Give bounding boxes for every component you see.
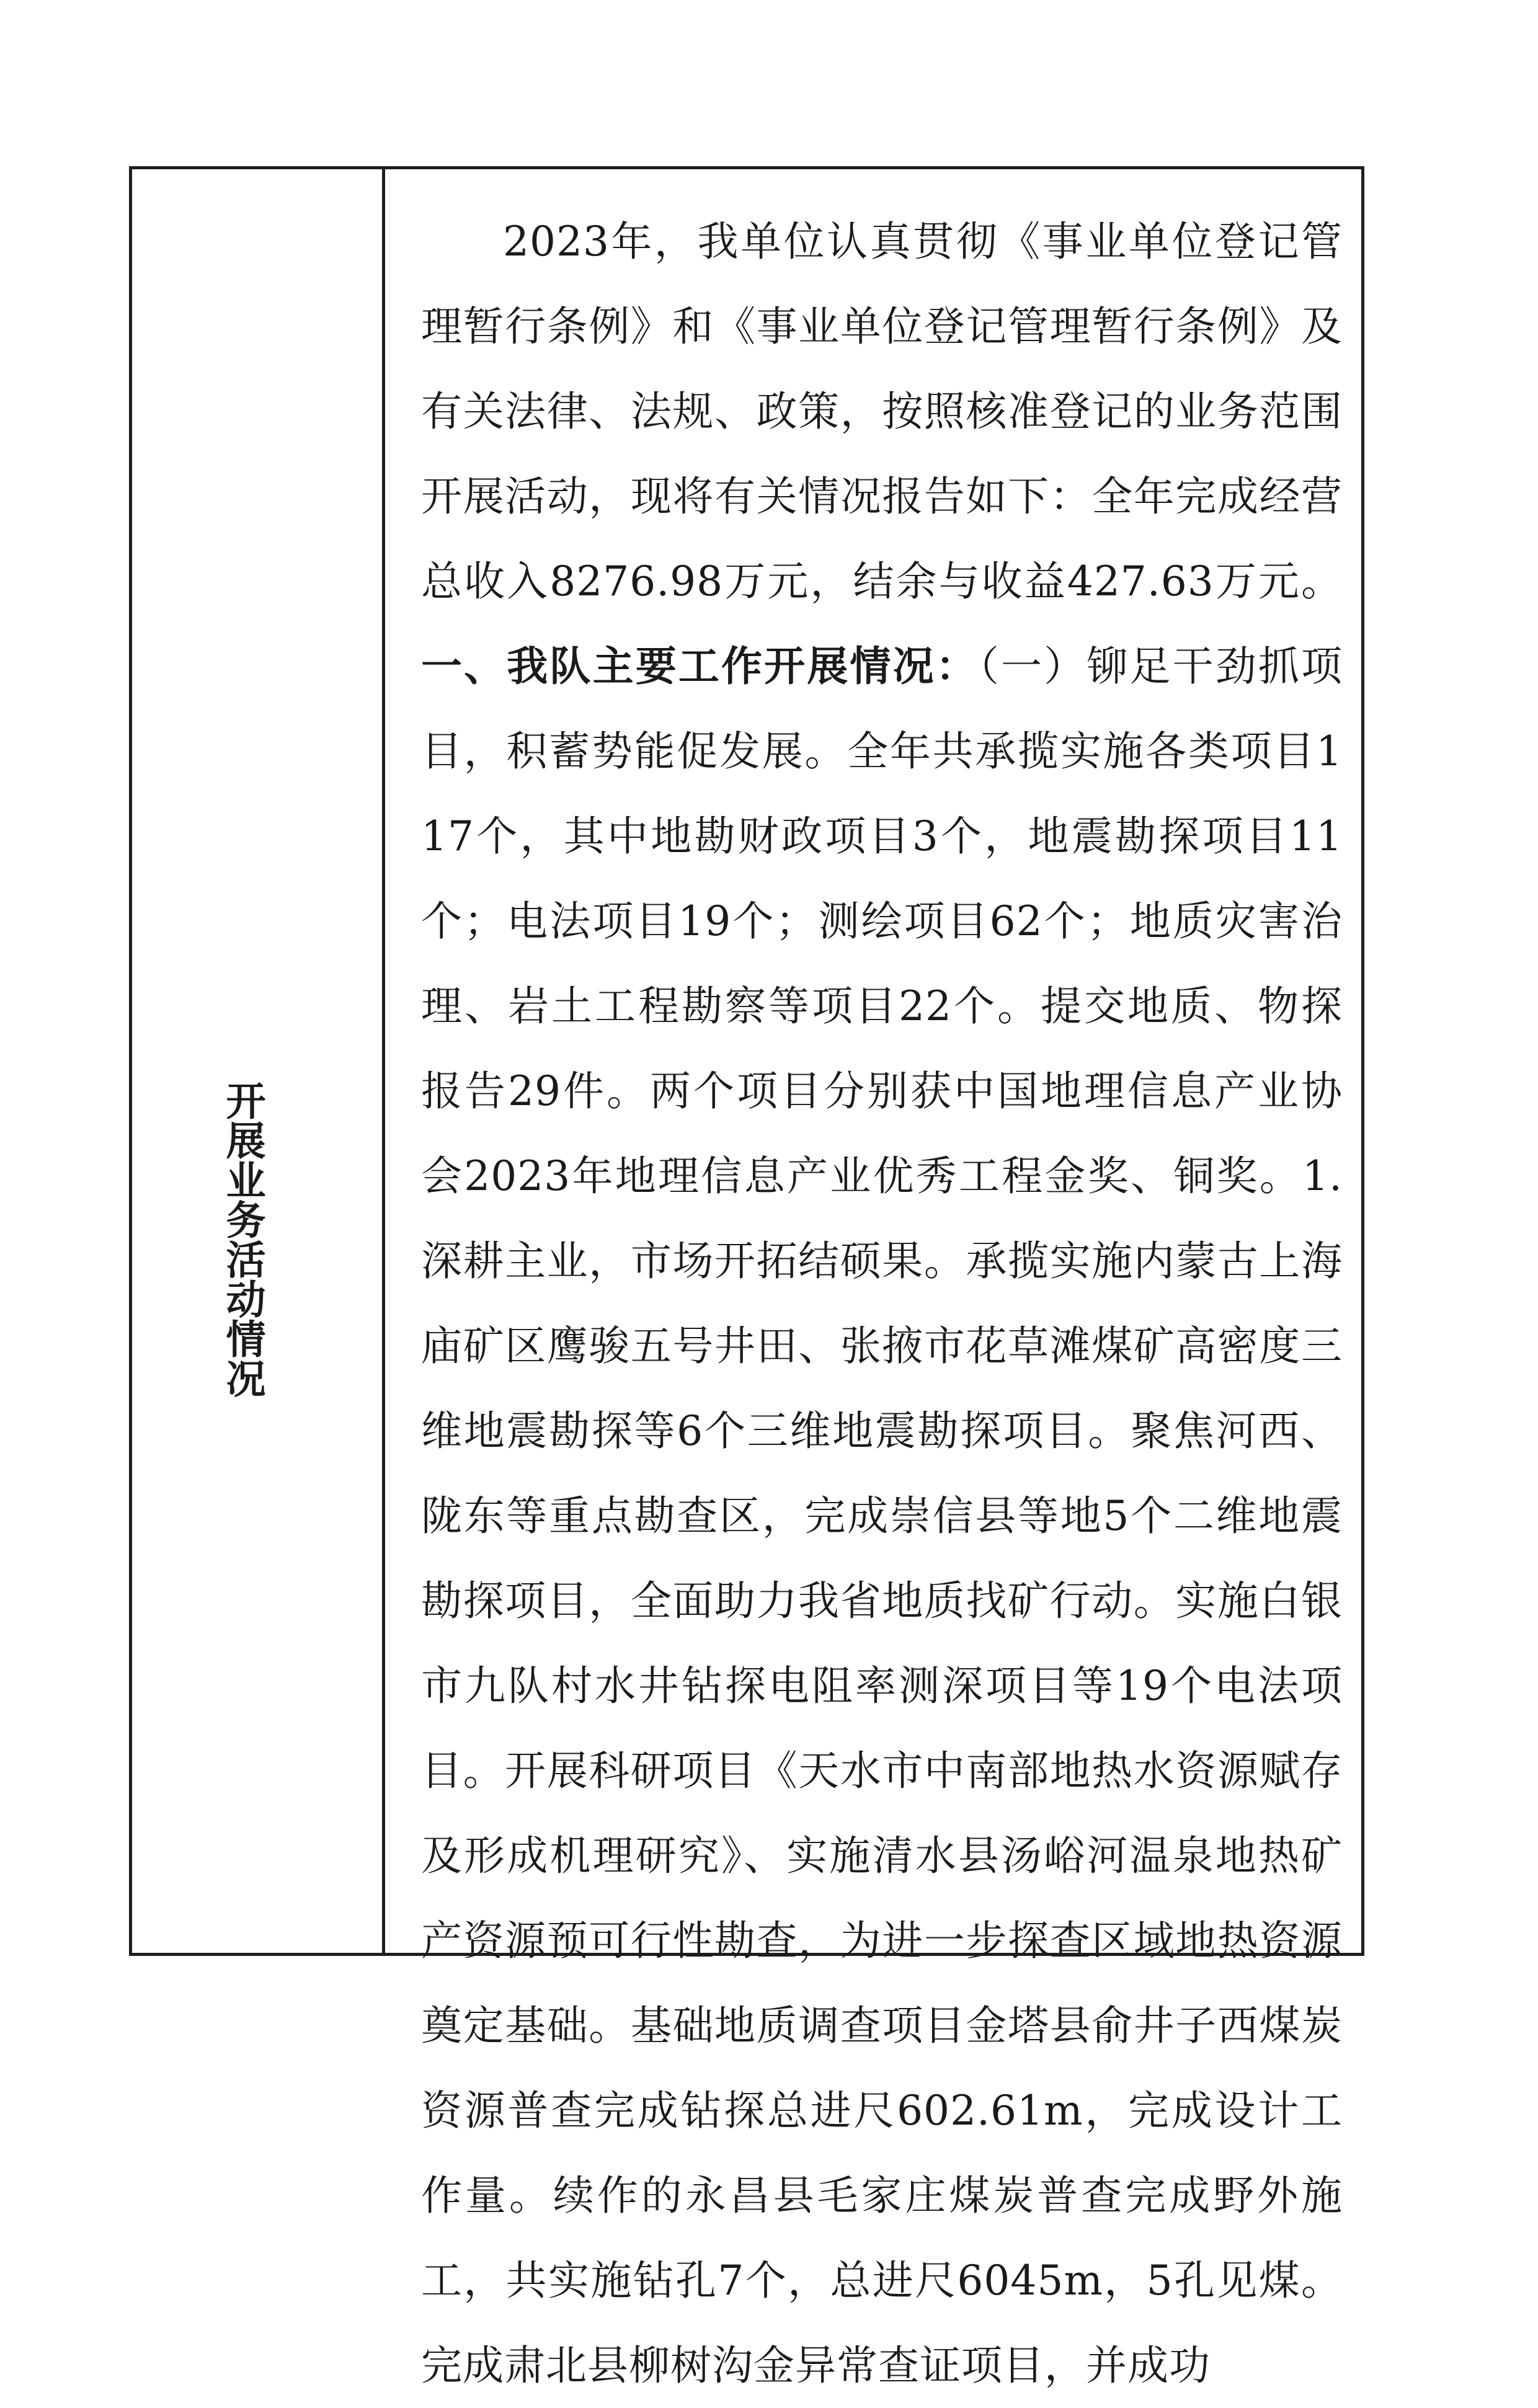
section-label: 开展业务活动情况 <box>219 1080 265 1398</box>
paragraph-body: （一）铆足干劲抓项目，积蓄势能促发展。全年共承揽实施各类项目117个，其中地勘财政项目3个，地震勘探项目11个；电法项目19个；测绘项目62个；地质灾害治理、岩土工程勘察等项目22个。提交地质、物探报告29件。两个项目分别获中国地理信息产业协会2023年地理信息产业优秀工程金奖、铜奖。1.深耕主业，市场开拓结硕果。承揽实施内蒙古上海庙矿区鹰骏五号井田、张掖市花草滩煤矿高密度三维地震勘探等6个三维地震勘探项目。聚焦河西、陇东等重点勘查区，完成崇信县等地5个二维地震勘探项目，全面助力我省地质找矿行动。实施白银市九队村水井钻探电阻率测深项目等19个电法项目。开展科研项目《天水市中南部地热水资源赋存及形成机理研究》、实施清水县汤峪河温泉地热矿产资源预可行性勘查，为进一步探查区域地热资源奠定基础。基础地质调查项目金塔县俞井子西煤炭资源普查完成钻探总进尺602.61m，完成设计工作量。续作的永昌县毛家庄煤炭普查完成野外施工，共实施钻孔7个，总进尺6045m，5孔见煤。完成肃北县柳树沟金异常查证项目，并成功 <box>421 642 1343 2389</box>
report-table <box>129 166 1364 2389</box>
label-cell <box>132 169 385 1953</box>
body-paragraph <box>421 199 1343 2408</box>
section-heading: 一、我队主要工作开展情况： <box>421 642 979 690</box>
content-cell <box>385 169 1361 2389</box>
paragraph-intro: 2023年，我单位认真贯彻《事业单位登记管理暂行条例》和《事业单位登记管理暂行条例》及有关法律、法规、政策，按照核准登记的业务范围开展活动，现将有关情况报告如下：全年完成经营总收入8276.98万元，结余与收益427.63万元。 <box>421 218 1343 605</box>
